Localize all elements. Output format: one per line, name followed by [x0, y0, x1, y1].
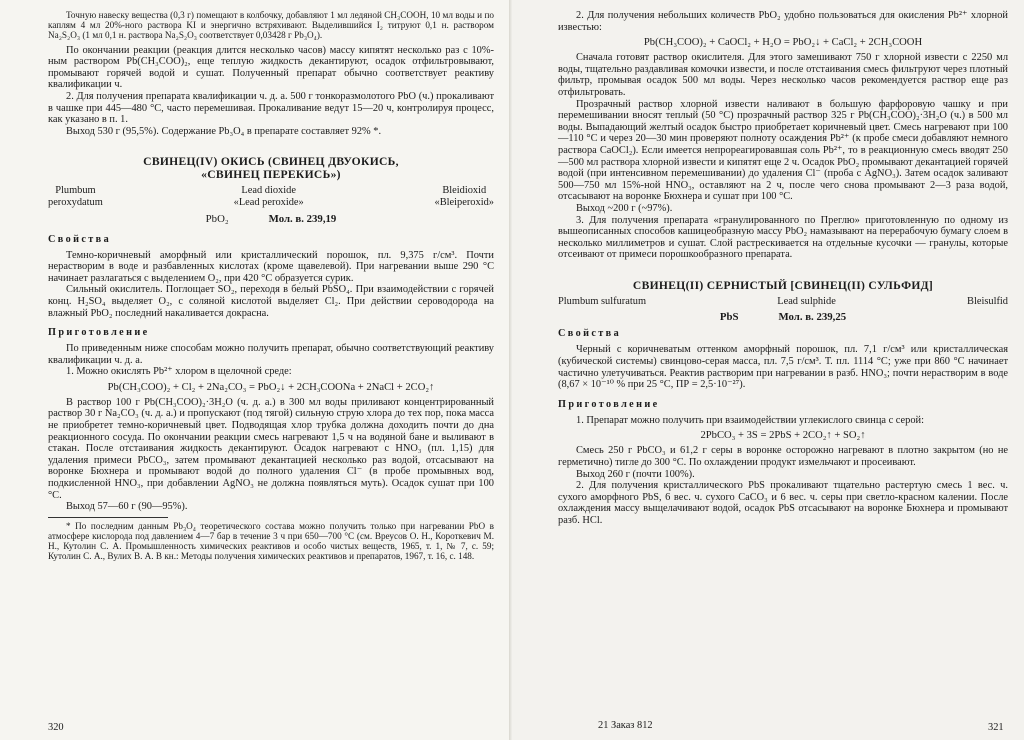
paragraph: 2. Для получения препарата квалификации ч. д. а. 500 г тонкоразмолотого PbO (ч.) прокаливают в чашке при 445—480 °С, часто перемешивая. Прокаливание ведут 15—20 ч, контролируя процесс, как указано в п. 1.	[48, 90, 494, 126]
latin-name: Plumbum peroxydatum	[48, 185, 103, 208]
paragraph: Сначала готовят раствор окислителя. Для этого замешивают 750 г хлорной извести с 2250 мл воды, тщательно раздавливая комочки извести, и после отстаивания смесь фильтруют через плотный фильтр, промывая осадок 500 мл воды. Через несколько часов рекомендуется раствор еще раз отфильтровать.	[558, 52, 1008, 98]
section-title: СВИНЕЦ(II) СЕРНИСТЫЙ [СВИНЕЦ(II) СУЛЬФИД]	[632, 278, 934, 292]
chemical-formula: PbO₂	[205, 212, 229, 225]
formula-header	[48, 213, 494, 226]
section-heading: Приготовление	[558, 398, 660, 410]
title-line: «СВИНЕЦ ПЕРЕКИСЬ»)	[201, 168, 341, 182]
footnote-divider	[48, 517, 168, 518]
formula-header	[558, 311, 1008, 324]
printer-signature: 21 Заказ 812	[598, 720, 653, 731]
section-heading: Приготовление	[48, 327, 150, 339]
chemical-equation: 2PbCO₃ + 3S = 2PbS + 2CO₂↑ + SO₂↑	[700, 430, 866, 442]
paragraph: По приведенным ниже способам можно получить препарат, обычно соответствующий реактиву квалификации ч. д. а.	[48, 343, 494, 366]
paragraph: 1. Препарат можно получить при взаимодействии углекислого свинца с серой:	[576, 414, 924, 426]
chemical-equation: Pb(CH₃COO)₂ + CaOCl₂ + H₂O = PbO₂↓ + CaCl₂ + 2CH₃COOH	[643, 37, 923, 49]
paragraph: Выход ~200 г (~97%).	[576, 202, 673, 214]
paragraph: Черный с коричневатым оттенком аморфный порошок, пл. 7,1 г/см³ или кристаллическая (кубической системы) свинцово-серая масса, пл. 7,5 г/см³. Т. пл. 1114 °С; уже при 860 °С начинает частично улетучиваться. Реактив растворим при нагревании в разб. HNO₃; почти нерастворим в воде (8,67 × 10⁻¹⁰ % при 25 °С, ПР = 2,5·10⁻²⁷).	[558, 344, 1008, 391]
paragraph: Сильный окислитель. Поглощает SO₂, переходя в белый PbSO₄. При взаимодействии с горячей конц. H₂SO₄ выделяет O₂, с соляной кислотой выделяет Cl₂. При действии сероводорода на влажный PbO₂ последний накаливается докрасна.	[48, 284, 494, 319]
molecular-weight: Мол. в. 239,19	[268, 212, 337, 225]
paragraph: В раствор 100 г Pb(CH₃COO)₂·3H₂O (ч. д. а.) в 300 мл воды приливают концентрированный раствор 30 г Na₂CO₃ (ч. д. а.) и пропускают (под тягой) сильную струю хлора до тех пор, пока масса не приобретет темно-коричневый цвет. Подводящая хлор трубка должна доходить почти до дна реакционного сосуда. По окончании реакции смесь нагревают 1,5 ч на водяной бане и выливают в стакан. После отстаивания жидкость декантируют. Осадок нагревают с HNO₃ (пл. 1,15) для удаления примеси PbCO₃, затем промывают декантацией несколько раз водой, отсасывают на воронке Бюхнера и промывают водой до полного удаления Cl⁻ (в пробе промывных вод, подкисленной HNO₃, при добавлении AgNO₃ не должна появляться муть). Осадок сушат при 100 °С.	[48, 396, 494, 501]
paragraph: Выход 530 г (95,5%). Содержание Pb₃O₄ в препарате составляет 92% *.	[66, 125, 382, 137]
paragraph: Смесь 250 г PbCO₃ и 61,2 г серы в воронке осторожно нагревают в плотно закрытом (но не герметично) тигле до 300 °С. По охлаждении продукт измельчают и просеивают.	[558, 445, 1008, 469]
german-name: Bleisulfid	[967, 295, 1008, 307]
page-number: 320	[48, 722, 64, 733]
chemical-equation: Pb(CH₃COO)₂ + Cl₂ + 2Na₂CO₃ = PbO₂↓ + 2CH₃COONa + 2NaCl + 2CO₂↑	[107, 381, 435, 393]
chemical-formula: PbS	[719, 311, 739, 324]
compound-names	[558, 296, 1008, 308]
intro-paragraph: Точную навеску вещества (0,3 г) помещают в колбочку, добавляют 1 мл ледяной CH₃COOH, 10 мл воды и по каплям 4 мл 20%-ного раствора KI и энергично встряхивают. Выделившийся I₂ титруют 0,1 н. раствором Na₂S₂O₃ (1 мл 0,1 н. раствора Na₂S₂O₃ соответствует 0,03428 г Pb₃O₄).	[48, 10, 494, 41]
paragraph: 2. Для получения небольших количеств PbO₂ удобно пользоваться для окисления Pb²⁺ хлорной известью:	[558, 10, 1008, 33]
section-heading: Свойства	[48, 233, 112, 245]
right-column	[558, 10, 1008, 527]
english-name: Lead dioxide «Lead peroxide»	[233, 185, 304, 208]
title-line: СВИНЕЦ(IV) ОКИСЬ (СВИНЕЦ ДВУОКИСЬ,	[143, 155, 399, 169]
paragraph: По окончании реакции (реакция длится несколько часов) массу кипятят несколько раз с 10%-ным раствором Pb(CH₃COO)₂, еще теплую жидкость декантируют, осадок отфильтровывают, промывают горячей водой и сушат. Полученный препарат обычно соответствует реактиву квалификации ч.	[48, 44, 494, 91]
paragraph: 1. Можно окислять Pb²⁺ хлором в щелочной среде:	[66, 366, 292, 378]
left-column	[48, 10, 494, 562]
german-name: Bleidioxid «Bleiperoxid»	[434, 185, 494, 208]
section-title	[48, 155, 494, 181]
footnote: * По последним данным Pb₃O₄ теоретического состава можно получить только при нагревании PbO в атмосфере кислорода под давлением 4—7 бар в течение 3 ч при 650—700 °С (см. Вреусов О. Н., Короткевич М. Н., Кутолин С. А. Промышленность химических реактивов и особо чистых веществ, 1965, т. 1, № 7, с. 59; Кутолин С. А., Вулих В. А. В кн.: Методы получения химических реактивов и препаратов, 1967, т. 16, с. 148.	[48, 520, 494, 562]
compound-names	[48, 185, 494, 208]
latin-name: Plumbum sulfuratum	[558, 295, 647, 307]
molecular-weight: Мол. в. 239,25	[778, 311, 847, 324]
page-number: 321	[988, 722, 1004, 733]
english-name: Lead sulphide	[777, 295, 836, 307]
paragraph: Выход 260 г (почти 100%).	[576, 468, 695, 480]
paragraph: Прозрачный раствор хлорной извести наливают в большую фарфоровую чашку и при перемешивании вносят теплый (50 °С) прозрачный раствор 325 г Pb(CH₃COO)₂·3H₂O (ч.) в 500 мл воды. Выпадающий желтый осадок быстро приобретает коричневый цвет. Смесь нагревают при 100—110 °С и через 20—30 мин проверяют полноту осаждения Pb²⁺ (к пробе смеси добавляют немного раствора CaOCl₂). Если имеется непрореагировавшая соль Pb²⁺, то в реакционную смесь вводят 250—500 мл раствора хлорной извести и кипятят еще 2 ч. Осадок PbO₂ промывают декантацией горячей водой (при интенсивном перемешивании) до удаления Cl⁻ (проба с AgNO₃). Затем осадок заливают 500—750 мл 15%-ной HNO₃, оставляют на 2 ч, после чего снова промывают 2—3 раза водой, отсасывают на воронке Бюхнера и сушат при 100 °С.	[558, 98, 1009, 203]
paragraph: 3. Для получения препарата «гранулированного по Преглю» приготовленную по одному из вышеописанных способов кашицеобразную массу PbO₂ намазывают на перерабочую бумагу слоем в несколько миллиметров и сушат. Слой растрескивается на отдельные кусочки — гранулы, которые отсеивают от примеси порошкообразного препарата.	[558, 214, 1008, 261]
paragraph: Темно-коричневый аморфный или кристаллический порошок, пл. 9,375 г/см³. Почти нерастворим в воде и разбавленных кислотах (кроме щавелевой). При нагревании выше 290 °С начинает разлагаться с выделением O₂, при 420 °С образуется сурик.	[48, 249, 494, 284]
section-heading: Свойства	[558, 328, 622, 340]
paragraph: 2. Для получения кристаллического PbS прокаливают тщательно растертую смесь 1 вес. ч. сухого аморфного PbS, 6 вес. ч. сухого CaCO₃ и 6 вес. ч. серы при светло-красном калении. После охлаждения массу выщелачивают водой, осадок PbS отсасывают на воронке Бюхнера и промывают разб. HCl.	[558, 480, 1008, 526]
paragraph: Выход 57—60 г (90—95%).	[66, 501, 188, 513]
